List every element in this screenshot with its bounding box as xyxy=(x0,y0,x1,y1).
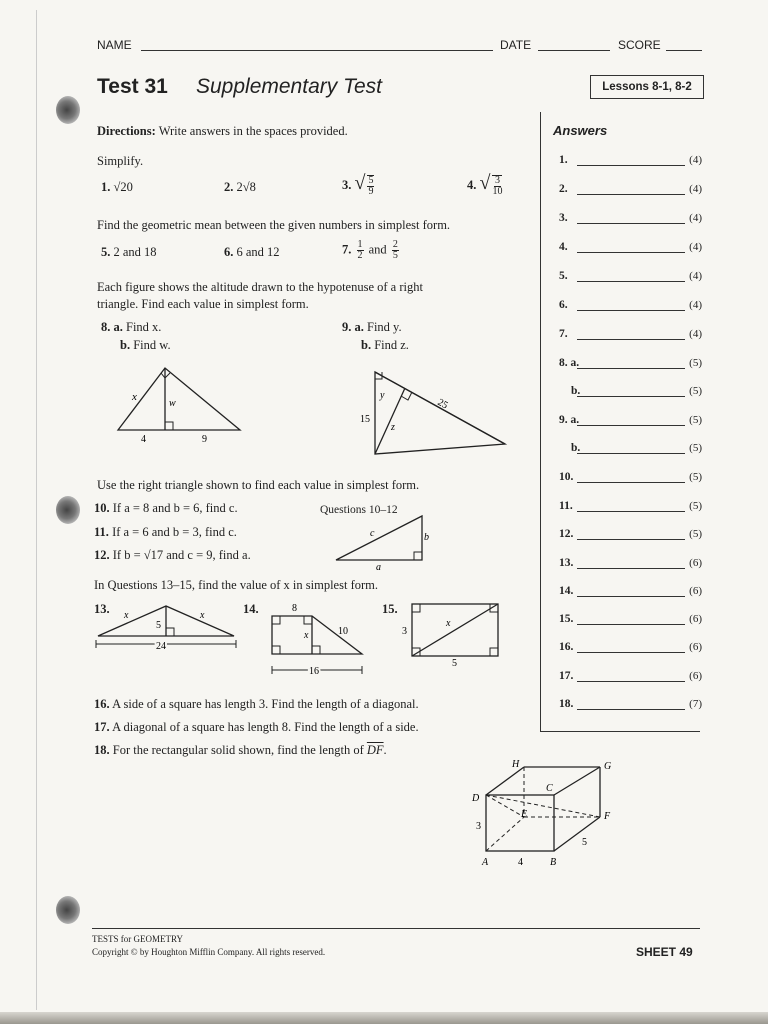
q9a-letter: a. xyxy=(354,320,364,334)
altitude-instructions-1: Each figure shows the altitude drawn to the hypotenuse of a right xyxy=(97,280,423,294)
q12-radical: √17 xyxy=(143,548,164,562)
answer-blank[interactable] xyxy=(577,339,685,340)
fig18-label-5: 5 xyxy=(582,837,587,848)
answer-blank[interactable] xyxy=(577,223,685,224)
answer-points: (6) xyxy=(689,613,702,625)
q2-expression: 2√8 xyxy=(236,180,256,194)
directions-label: Directions: xyxy=(97,124,156,138)
fig8-label-w: w xyxy=(169,398,176,409)
q6-number: 6. xyxy=(224,245,234,259)
q12-pre: If b = xyxy=(112,548,141,562)
fig9-label-y: y xyxy=(380,390,385,401)
answer-blank[interactable] xyxy=(577,596,685,597)
q12-post: and c = 9, find a. xyxy=(166,548,251,562)
answer-points: (4) xyxy=(689,270,702,282)
fig10-label-a: a xyxy=(376,562,381,572)
answer-points: (5) xyxy=(689,528,702,540)
fig14-label-10: 10 xyxy=(338,626,348,637)
answer-number: 17. xyxy=(559,670,574,682)
answer-blank[interactable] xyxy=(577,368,685,369)
answer-points: (6) xyxy=(689,557,702,569)
q2-number: 2. xyxy=(224,180,234,194)
lessons-box: Lessons 8-1, 8-2 xyxy=(590,75,704,99)
answer-points: (5) xyxy=(689,500,702,512)
answer-blank[interactable] xyxy=(577,165,685,166)
fig18-label-H: H xyxy=(512,759,520,770)
fig9-label-15: 15 xyxy=(360,414,370,425)
answer-number: 4. xyxy=(559,241,568,253)
q9b-text: Find z. xyxy=(374,338,409,352)
date-field[interactable] xyxy=(538,50,610,51)
q17-text: A diagonal of a square has length 8. Find the length of a side. xyxy=(112,720,419,734)
right-triangle-instructions: Use the right triangle shown to find each value in simplest form. xyxy=(97,478,420,492)
answer-points: (6) xyxy=(689,585,702,597)
fig18-label-G: G xyxy=(604,761,612,772)
fig14-label-16: 16 xyxy=(309,666,319,677)
q18-number: 18. xyxy=(94,743,110,757)
q8a-letter: a. xyxy=(113,320,123,334)
q15-number: 15. xyxy=(382,602,398,616)
fig14-label-8: 8 xyxy=(292,603,297,614)
answer-blank[interactable] xyxy=(577,310,685,311)
name-field[interactable] xyxy=(141,50,493,51)
answer-blank[interactable] xyxy=(577,396,685,397)
q12-number: 12. xyxy=(94,548,110,562)
footer-book-title: TESTS for GEOMETRY xyxy=(92,934,183,944)
answers-title: Answers xyxy=(553,123,608,138)
fig18-label-4: 4 xyxy=(518,857,523,868)
answer-points: (5) xyxy=(689,385,702,397)
answer-blank[interactable] xyxy=(577,709,685,710)
answer-number: 10. xyxy=(559,471,574,483)
q9-number: 9. xyxy=(342,320,352,334)
answer-points: (4) xyxy=(689,154,702,166)
q4-denominator: 10 xyxy=(492,186,503,198)
answer-points: (4) xyxy=(689,241,702,253)
figure-q8-triangle xyxy=(110,360,250,450)
fig8-label-x: x xyxy=(132,391,137,403)
q10-number: 10. xyxy=(94,501,110,515)
answer-blank[interactable] xyxy=(577,453,685,454)
figure-q10-12-triangle xyxy=(330,512,440,572)
q5-number: 5. xyxy=(101,245,111,259)
q7-b-numerator: 2 xyxy=(392,239,398,250)
answer-points: (4) xyxy=(689,183,702,195)
answer-points: (5) xyxy=(689,442,702,454)
fig18-label-C: C xyxy=(546,783,553,794)
answer-number: 5. xyxy=(559,270,568,282)
simplify-label: Simplify. xyxy=(97,154,144,168)
q4-number: 4. xyxy=(467,178,477,192)
q16-number: 16. xyxy=(94,697,110,711)
q3-denominator: 9 xyxy=(368,186,374,198)
fig9-label-z: z xyxy=(391,422,395,433)
answer-number: 8. a. xyxy=(559,357,580,369)
q7-a-denominator: 2 xyxy=(357,250,363,261)
name-label: NAME xyxy=(97,38,132,52)
q9b-letter: b. xyxy=(361,338,372,352)
q7-number: 7. xyxy=(342,242,352,257)
score-field[interactable] xyxy=(666,50,702,51)
answer-points: (6) xyxy=(689,670,702,682)
fig10-label-b: b xyxy=(424,532,429,543)
answer-points: (4) xyxy=(689,212,702,224)
fig15-label-3: 3 xyxy=(402,626,407,637)
q8a-text: Find x. xyxy=(126,320,162,334)
answer-points: (4) xyxy=(689,299,702,311)
q8b-letter: b. xyxy=(120,338,131,352)
q18-segment: $\overline{DF}$ xyxy=(366,743,384,757)
fig15-label-5: 5 xyxy=(452,658,457,669)
fig18-label-B: B xyxy=(550,857,557,868)
q1-expression: √20 xyxy=(113,180,133,194)
q8-number: 8. xyxy=(101,320,111,334)
scan-bottom-edge xyxy=(0,1012,768,1024)
fig9-label-25: 25 xyxy=(435,397,450,412)
test-number: Test 31 xyxy=(97,75,168,98)
fig18-label-A: A xyxy=(482,857,489,868)
fig18-label-F: F xyxy=(604,811,611,822)
q5-text: 2 and 18 xyxy=(113,245,157,259)
q6-text: 6 and 12 xyxy=(236,245,280,259)
fig13-label-5: 5 xyxy=(156,620,161,631)
q8b-text: Find w. xyxy=(133,338,171,352)
answer-number: 2. xyxy=(559,183,568,195)
geomean-instructions: Find the geometric mean between the given numbers in simplest form. xyxy=(97,218,451,232)
answer-number: 7. xyxy=(559,328,568,340)
answer-number: 16. xyxy=(559,641,574,653)
answer-number: b. xyxy=(571,442,581,454)
answers-bottom-rule xyxy=(540,731,700,732)
footer-rule xyxy=(92,928,700,929)
q1-number: 1. xyxy=(101,180,111,194)
answer-number: 6. xyxy=(559,299,568,311)
q7-and: and xyxy=(368,242,387,257)
score-label: SCORE xyxy=(618,38,661,52)
answer-number: 18. xyxy=(559,698,574,710)
figure-q9-triangle xyxy=(345,362,515,462)
q11-text: If a = 6 and b = 3, find c. xyxy=(112,525,237,539)
page-edge xyxy=(36,10,37,1010)
questions-10-12-figure-title: Questions 10–12 xyxy=(320,504,398,516)
q7-b-denominator: 5 xyxy=(392,250,398,261)
answer-number: 12. xyxy=(559,528,574,540)
fig8-label-4: 4 xyxy=(141,434,146,445)
fig13-label-x-left: x xyxy=(124,610,129,621)
answers-divider xyxy=(540,112,541,732)
q9a-text: Find y. xyxy=(367,320,402,334)
fig18-label-E: E xyxy=(521,809,528,820)
q18-text: For the rectangular solid shown, find the length of xyxy=(112,743,364,757)
footer-copyright: Copyright © by Houghton Mifflin Company. All rights reserved. xyxy=(92,947,326,957)
answer-number: 1. xyxy=(559,154,568,166)
fig10-label-c: c xyxy=(370,528,375,539)
answer-blank[interactable] xyxy=(577,652,685,653)
answer-blank[interactable] xyxy=(577,194,685,195)
answer-number: 14. xyxy=(559,585,574,597)
find-x-instructions: In Questions 13–15, find the value of x in simplest form. xyxy=(94,578,378,592)
answer-blank[interactable] xyxy=(577,568,685,569)
q10-text: If a = 8 and b = 6, find c. xyxy=(112,501,238,515)
answer-points: (4) xyxy=(689,328,702,340)
figure-q14-trapezoid xyxy=(262,600,372,680)
answer-points: (7) xyxy=(689,698,702,710)
radical-sign: √ xyxy=(479,172,491,194)
binder-hole xyxy=(56,496,80,524)
q7-a-numerator: 1 xyxy=(357,239,363,250)
q3-numerator: 5 xyxy=(368,175,374,187)
answer-blank[interactable] xyxy=(577,511,685,512)
fig18-label-D: D xyxy=(472,793,480,804)
answer-blank[interactable] xyxy=(577,624,685,625)
answer-blank[interactable] xyxy=(577,281,685,282)
q4-numerator: 3 xyxy=(494,175,500,187)
directions-text: Write answers in the spaces provided. xyxy=(158,124,348,138)
figure-q18-rectangular-solid xyxy=(466,755,626,875)
binder-hole xyxy=(56,96,80,124)
fig13-label-x-right: x xyxy=(200,610,205,621)
q3-number: 3. xyxy=(342,178,352,192)
answer-number: 11. xyxy=(559,500,573,512)
answer-blank[interactable] xyxy=(577,252,685,253)
q13-number: 13. xyxy=(94,602,110,616)
figure-q15-rectangle xyxy=(400,600,510,670)
answer-points: (5) xyxy=(689,414,702,426)
binder-hole xyxy=(56,896,80,924)
answer-number: 13. xyxy=(559,557,574,569)
q11-number: 11. xyxy=(94,525,109,539)
fig8-label-9: 9 xyxy=(202,434,207,445)
figure-q13-isosceles xyxy=(92,600,240,660)
answer-blank[interactable] xyxy=(577,681,685,682)
answer-blank[interactable] xyxy=(577,539,685,540)
answer-number: 15. xyxy=(559,613,574,625)
answer-points: (5) xyxy=(689,471,702,483)
answer-blank[interactable] xyxy=(577,425,685,426)
fig14-label-x: x xyxy=(304,630,309,641)
q17-number: 17. xyxy=(94,720,110,734)
answer-number: 9. a. xyxy=(559,414,580,426)
q14-number: 14. xyxy=(243,602,259,616)
answer-number: 3. xyxy=(559,212,568,224)
fig18-label-3: 3 xyxy=(476,821,481,832)
altitude-instructions-2: triangle. Find each value in simplest form. xyxy=(97,297,309,311)
answer-number: b. xyxy=(571,385,581,397)
answer-points: (6) xyxy=(689,641,702,653)
answer-points: (5) xyxy=(689,357,702,369)
fig13-label-24: 24 xyxy=(156,641,166,652)
q16-text: A side of a square has length 3. Find the length of a diagonal. xyxy=(112,697,419,711)
test-subtitle: Supplementary Test xyxy=(196,75,382,98)
answer-blank[interactable] xyxy=(577,482,685,483)
date-label: DATE xyxy=(500,38,532,52)
sheet-number: SHEET 49 xyxy=(636,945,693,959)
radical-sign: √ xyxy=(354,172,366,194)
fig15-label-x: x xyxy=(446,618,451,629)
